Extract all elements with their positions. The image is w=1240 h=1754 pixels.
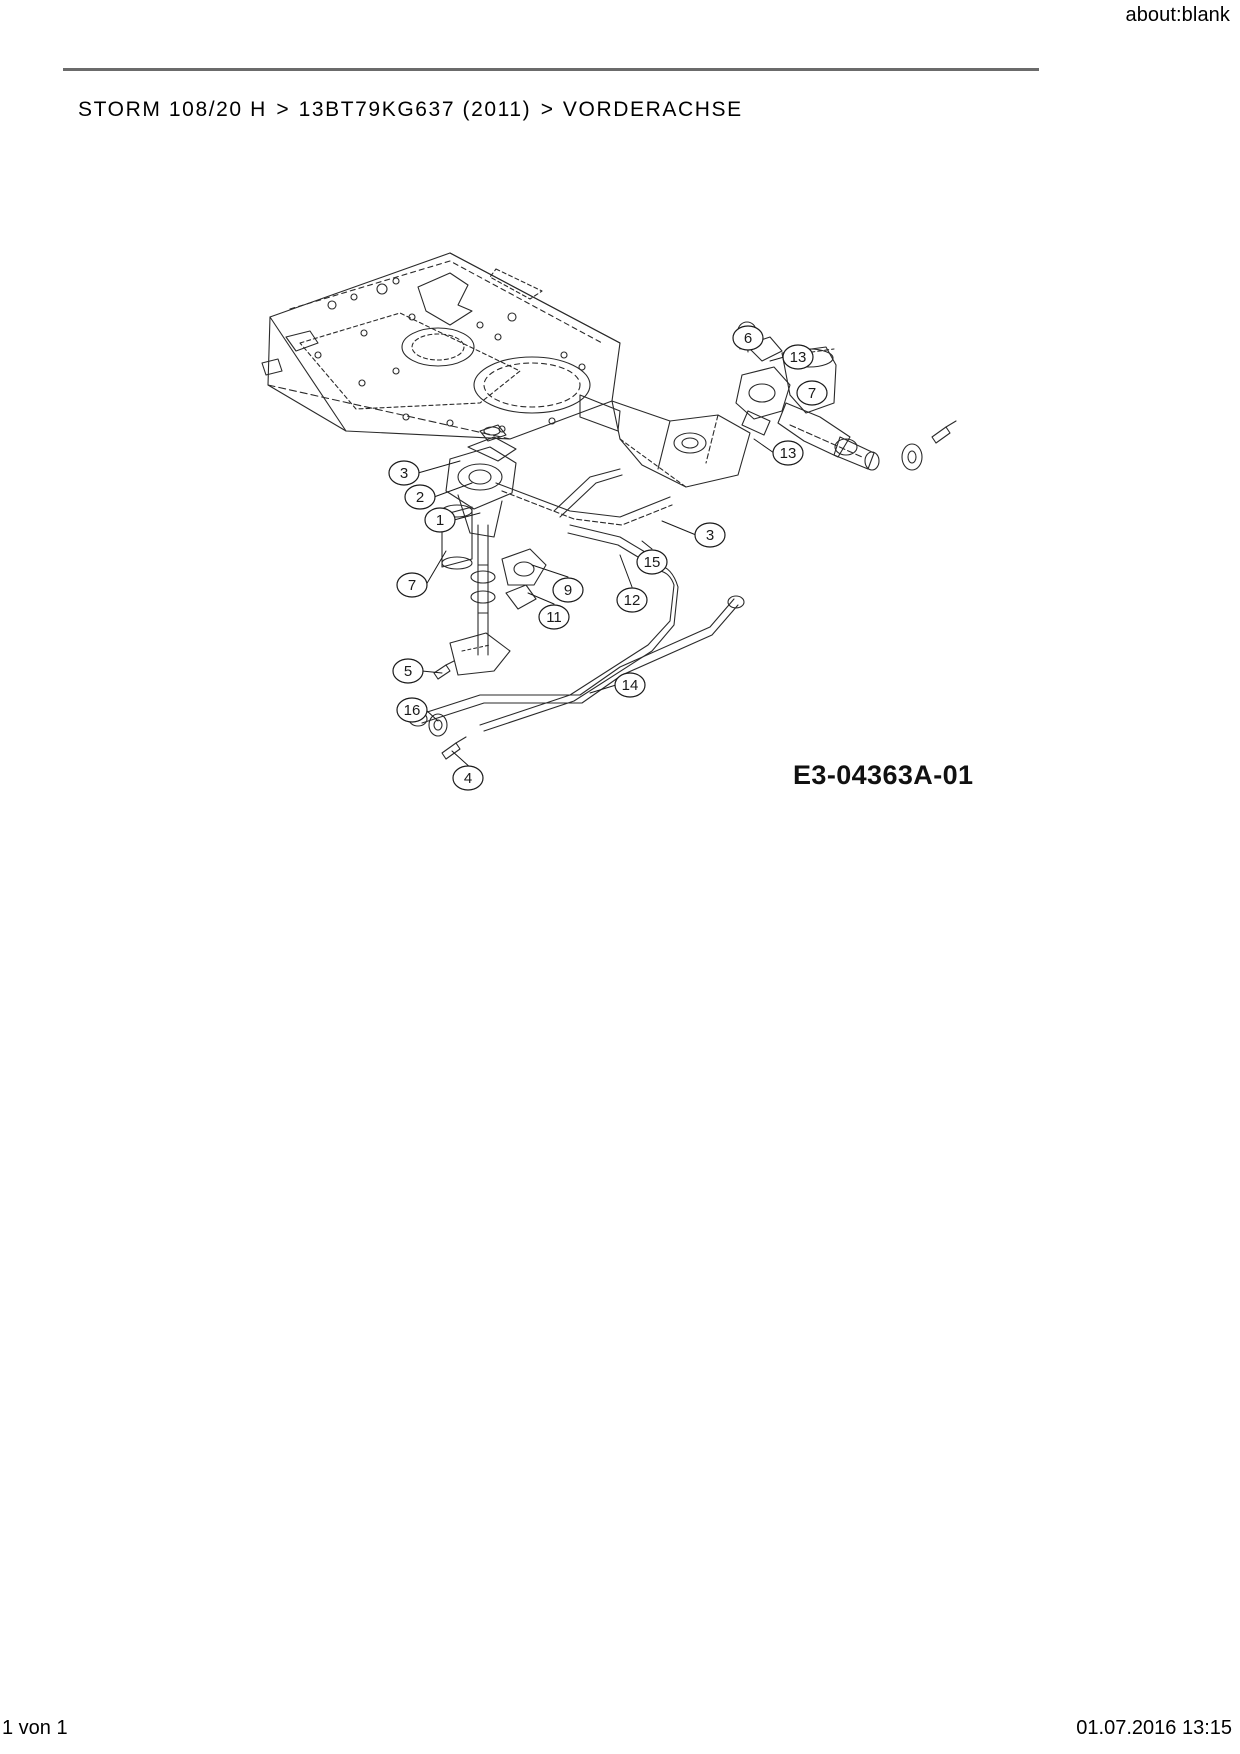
callout-7: [397, 573, 427, 597]
svg-text:9: 9: [563, 582, 573, 599]
breadcrumb-section: VORDERACHSE: [562, 98, 743, 121]
svg-text:14: 14: [621, 677, 639, 694]
svg-text:2: 2: [415, 489, 425, 506]
header-divider: [63, 68, 1039, 71]
print-timestamp: 01.07.2016 13:15: [1076, 1717, 1232, 1739]
callout-4: [453, 766, 483, 790]
svg-text:3: 3: [705, 527, 715, 544]
svg-text:13: 13: [789, 349, 807, 366]
svg-text:11: 11: [546, 609, 562, 626]
callout-6: [733, 326, 763, 350]
svg-text:5: 5: [403, 663, 413, 680]
svg-text:15: 15: [643, 554, 661, 571]
callout-12: [617, 588, 647, 612]
svg-text:7: 7: [407, 577, 417, 594]
drawing-code-label: E3-04363A-01: [793, 760, 974, 790]
parts-diagram: [150, 225, 970, 805]
svg-text:4: 4: [463, 770, 473, 787]
callout-16: [397, 698, 427, 722]
callout-5: [393, 659, 423, 683]
callout-1: [425, 508, 455, 532]
svg-text:12: 12: [623, 592, 641, 609]
page-indicator: 1 von 1: [2, 1717, 68, 1739]
breadcrumb-part-number: 13BT79KG637 (2011): [298, 98, 532, 121]
svg-text:1: 1: [435, 512, 445, 529]
callout-15: [637, 550, 667, 574]
callout-11: [539, 605, 569, 629]
callout-14: [615, 673, 645, 697]
callout-9: [553, 578, 583, 602]
svg-text:16: 16: [403, 702, 421, 719]
breadcrumb: [78, 98, 743, 122]
svg-text:7: 7: [807, 385, 817, 402]
breadcrumb-model: STORM 108/20 H: [78, 98, 267, 121]
breadcrumb-separator-2: >: [540, 98, 554, 121]
callout-2: [405, 485, 435, 509]
svg-text:6: 6: [743, 330, 753, 347]
breadcrumb-separator-1: >: [276, 98, 290, 121]
callout-13-top: [783, 345, 813, 369]
callout-7-right: [797, 381, 827, 405]
callout-group: [389, 326, 827, 790]
svg-text:3: 3: [399, 465, 409, 482]
callout-3-right: [695, 523, 725, 547]
callout-13-mid: [773, 441, 803, 465]
browser-url-label: about:blank: [1125, 4, 1230, 26]
svg-text:13: 13: [779, 445, 797, 462]
callout-3: [389, 461, 419, 485]
